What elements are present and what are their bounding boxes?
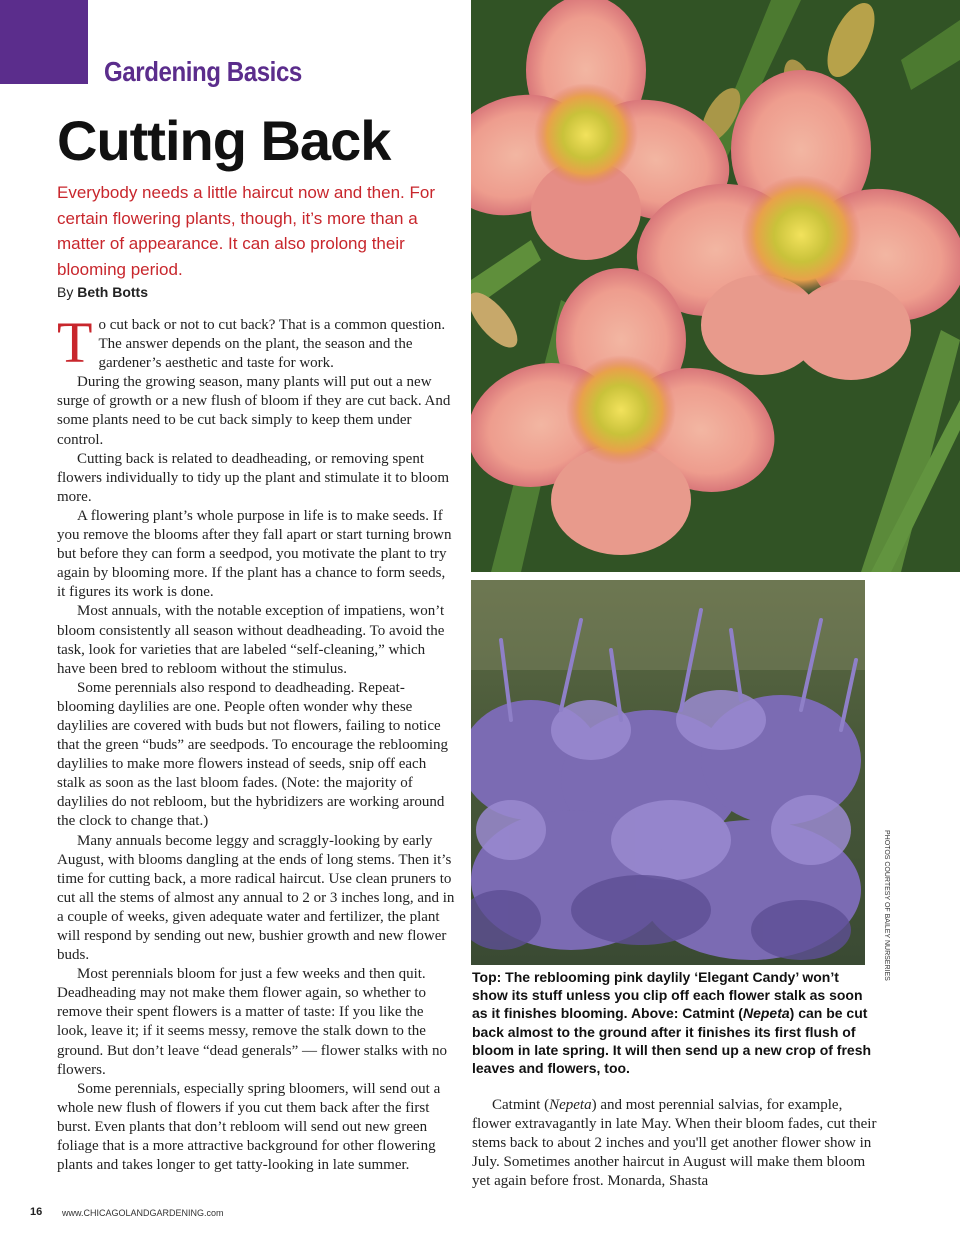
caption-text-2: ) can be cut back almost to the ground after it finishes its first flush of bloom in late spring. It will then send up a new crop of fresh leaves and flowers, too. bbox=[472, 1005, 872, 1077]
paragraph: Some perennials also respond to deadheading. Repeat-blooming daylilies are one. People often wonder why these daylilies are covered with buds but not flowers, failing to notice that the green “buds” are seedpods. To encourage the reblooming daylilies to make more flowers instead of seeds, snip off each stalk as soon as the last bloom fades. (Note: the majority of daylilies do not rebloom, but the hybridizers are working around the clock to change that.) bbox=[57, 679, 449, 830]
caption-text-1: Top: The reblooming pink daylily ‘Elegant Candy’ won’t show its stuff unless you clip off each flower stalk as soon as it finishes blooming. Above: Catmint ( bbox=[472, 969, 863, 1022]
byline-prefix: By bbox=[57, 284, 74, 300]
right-text-1: Catmint ( bbox=[492, 1097, 550, 1113]
article-title: Cutting Back bbox=[57, 109, 391, 172]
paragraph: During the growing season, many plants will put out a new surge of growth or a new flush of bloom if they are cut back. And some plants need to be cut back simply to keep them under control. bbox=[57, 374, 451, 448]
photo-credit: PHOTOS COURTESY OF BAILEY NURSERIES bbox=[883, 830, 890, 981]
daylily-photo bbox=[471, 0, 960, 572]
right-text-italic: Nepeta bbox=[549, 1097, 592, 1113]
paragraph: Most perennials bloom for just a few weeks and then quit. Deadheading may not make them flower again, so whether to remove their spent flowers is a matter of taste: If you like the look, leave it; if it seems messy, remove the stalk down to the ground. But don’t leave “dead generals” — flower stalks with no flowers. bbox=[57, 966, 448, 1078]
paragraph: A flowering plant’s whole purpose in life is to make seeds. If you remove the blooms after they fall apart or start turning brown but before they can form a seedpod, you motivate the plant to try again by blooming more. If the plant has a chance to form seeds, it figures its work is done. bbox=[57, 507, 452, 601]
paragraph: Most annuals, with the notable exception of impatiens, won’t bloom consistently all season without deadheading. To avoid the task, look for varieties that are labeled “self-cleaning,” which have been bred to rebloom without the stimulus. bbox=[57, 603, 445, 677]
article-body-left bbox=[57, 310, 457, 1175]
paragraph: Cutting back is related to deadheading, or removing spent flowers individually to tidy up the plant and stimulate it to bloom more. bbox=[57, 450, 450, 505]
photo-caption bbox=[472, 968, 877, 1077]
byline bbox=[57, 284, 148, 300]
paragraph: Some perennials, especially spring bloomers, will send out a whole new flush of flowers if you cut them back after the first burst. Even plants that don’t rebloom will send out new green foliage that is a more attractive background for other flowering plants and takes longer to get tatty-looking in late summer. bbox=[57, 1080, 441, 1174]
article-deck: Everybody needs a little haircut now and then. For certain flowering plants, though, it’s more than a matter of appearance. It can also prolong their blooming period. bbox=[57, 183, 435, 279]
footer-url: www.CHICAGOLANDGARDENING.com bbox=[62, 1208, 224, 1218]
caption-italic: Nepeta bbox=[742, 1005, 790, 1022]
right-text-2: ) and most perennial salvias, for example, flower extravagantly in late May. When their bloom fades, cut their stems back to about 2 inches and you'll get another flower show in July. Sometimes another haircut in August will make them bloom yet again before frost. Monarda, Shasta bbox=[472, 1097, 877, 1190]
first-paragraph bbox=[57, 310, 457, 375]
author-name: Beth Botts bbox=[77, 284, 149, 300]
section-kicker: Gardening Basics bbox=[104, 56, 302, 87]
section-color-tab bbox=[0, 0, 88, 84]
paragraph bbox=[472, 1096, 882, 1191]
paragraph: Many annuals become leggy and scraggly-looking by early August, with blooms dangling at the ends of long stems. Then it’s time for cutting back, a more radical haircut. Use clean pruners to cut all the stems of almost any annual to 2 or 3 inches long, and in a couple of weeks, given adequate water and fertilizer, the plant will respond by sending out new, bushier growth and new flower buds. bbox=[57, 832, 455, 964]
catmint-photo bbox=[471, 580, 865, 965]
page-number: 16 bbox=[30, 1206, 43, 1218]
first-paragraph-text: o cut back or not to cut back? That is a common question. The answer depends on the plant, the season and the gardener’s aesthetic and taste for work. bbox=[98, 317, 446, 372]
drop-cap: T bbox=[57, 310, 93, 375]
article-body-right bbox=[472, 1096, 882, 1191]
